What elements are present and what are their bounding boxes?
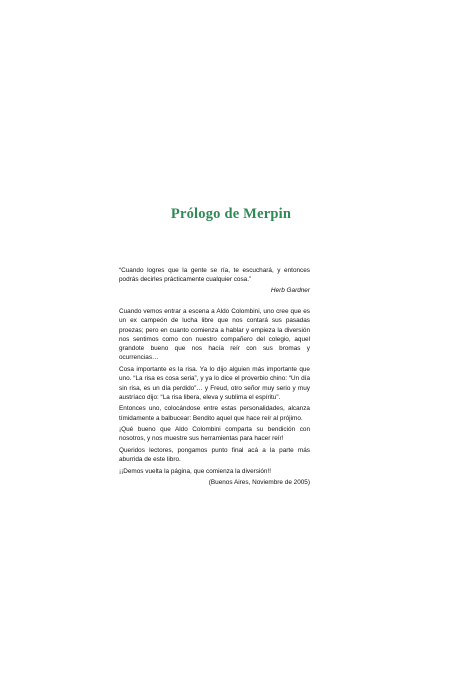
signature: (Buenos Aires, Noviembre de 2005) [208,479,310,487]
paragraph: ¡¡Demos vuelta la página, que comienza la diversión!! [119,467,272,475]
paragraph: Cosa importante es la risa. Ya lo dijo alguien más importante que uno. “La risa es cosa seria”, y ya lo dice el proverbio chino: “Un día sin risa, es un día perdido”… y Freud, otro señor muy serio y muy austríaco dijo: “La risa libera, eleva y sublima el espíritu”. [119,365,310,401]
chapter-title: Prólogo de Merpin [170,206,292,222]
epigraph-author: Herb Gardner [270,286,310,294]
epigraph-quote: “Cuando logres que la gente se ría, te escuchará, y entonces podrás decirles prácticamente cualquier cosa.” [119,267,310,284]
paragraph: ¡Qué bueno que Aldo Colombini comparta su bendición con nosotros, y nos muestre sus herramientas para hacer reír! [119,426,310,443]
paragraph: Cuando vemos entrar a escena a Aldo Colombini, uno cree que es un ex campeón de lucha libre que nos contará sus pasadas proezas; pero en cuanto comienza a hablar y empieza la diversión nos sentimos como con nuestro compañero del colegio, aquel grandote bueno que nos hacía reír con sus bromas y ocurrencias… [119,308,310,362]
prologue-body [119,307,310,490]
paragraph: Entonces uno, colocándose entre estas personalidades, alcanza tímidamente a balbucear: Bendito aquel que hace reír al prójimo. [119,405,310,422]
paragraph: Queridos lectores, pongamos punto final acá a la parte más aburrida de este libro. [119,446,310,464]
epigraph [119,266,310,295]
